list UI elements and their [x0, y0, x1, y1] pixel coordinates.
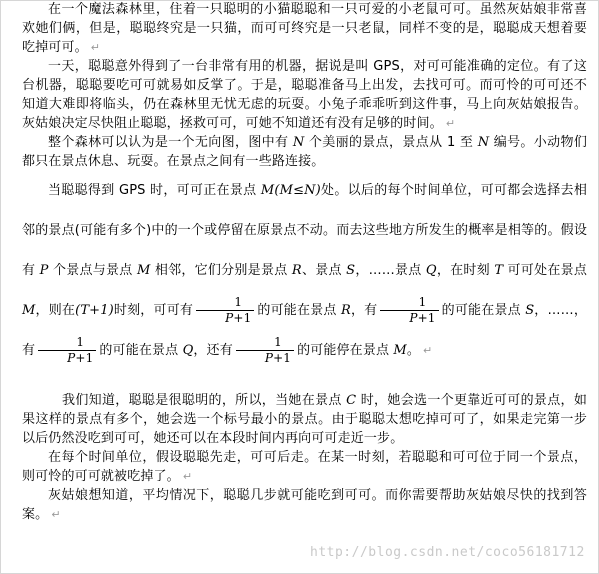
math-var: M — [22, 303, 36, 318]
math-var: (T+1) — [75, 303, 114, 318]
paragraph-mark: ↵ — [90, 41, 101, 54]
watermark: http://blog.csdn.net/coco56181712 — [310, 545, 585, 560]
fraction-denominator — [196, 310, 254, 326]
paragraph-mark: ↵ — [445, 117, 456, 130]
text-run: 我们知道，聪聪是很聪明的，所以，当她在景点 — [62, 393, 347, 408]
fraction-numerator: 1 — [274, 335, 282, 349]
text-run: 的可能在景点 — [257, 303, 341, 318]
text-run: ，……景点 — [355, 263, 426, 278]
fraction-denominator — [236, 350, 294, 366]
text-run: 、景点 — [301, 263, 347, 278]
paragraph-2 — [22, 57, 587, 133]
text-run: 处。以后的每个时间单位，可可都会选择去相邻的景点(可能有多个)中的一个或停留在原景点不动。而去这些地方所发生的概率是相等的。假设有 — [22, 183, 587, 278]
fraction — [38, 335, 96, 366]
fraction-denominator-var: P — [225, 311, 234, 325]
math-var: R — [340, 303, 351, 318]
blank-line — [22, 371, 587, 391]
fraction — [380, 295, 438, 326]
text-run: ，则在 — [35, 303, 76, 318]
text-run: 个景点与景点 — [48, 263, 137, 278]
fraction-numerator: 1 — [234, 295, 243, 309]
paragraph-7-text: 灰姑娘想知道，平均情况下，聪聪几步就可能吃到可可。而你需要帮助灰姑娘尽快的找到答案。 — [22, 488, 587, 522]
text-run: ，在时刻 — [436, 263, 495, 278]
text-run: 个美丽的景点，景点从 1 至 — [304, 135, 478, 150]
text-run: 可可处在景点 — [503, 263, 588, 278]
text-run: 。 — [406, 343, 421, 358]
text-run: 整个森林可以认为是一个无向图，图中有 — [48, 135, 293, 150]
math-var: S — [346, 263, 356, 278]
paragraph-mark: ↵ — [182, 470, 193, 483]
math-var: M — [393, 343, 407, 358]
text-run: 编号。小动物们都只在景点休息、玩耍。在景点之间有一些路连接。 — [22, 135, 588, 169]
paragraph-4 — [22, 171, 587, 371]
fraction-denominator — [380, 310, 438, 326]
paragraph-1 — [22, 0, 587, 57]
text-run: 的可能停在景点 — [297, 343, 394, 358]
paragraph-mark: ↵ — [423, 344, 433, 357]
text-run: 的可能在景点 — [441, 303, 526, 318]
math-var: Q — [425, 263, 437, 278]
paragraph-3 — [22, 133, 587, 171]
paragraph-6 — [22, 448, 587, 486]
fraction-denominator-rest: +1 — [233, 311, 252, 325]
fraction-numerator: 1 — [418, 295, 427, 309]
text-run: 时，她会选一个更靠近可可的景点，如果这样的景点有多个，她会选一个标号最小的景点。由于聪聪太想吃掉可可了，如果走完第一步以后仍然没吃到可可，她还可以在本段时间内再向可可走近一步。 — [22, 393, 587, 446]
text-run: 相邻，它们分别是景点 — [150, 263, 292, 278]
math-var: R — [291, 263, 302, 278]
text-run: 当聪聪得到 GPS 时，可可正在景点 — [48, 183, 261, 198]
fraction-denominator-var: P — [67, 351, 76, 365]
document-body — [22, 0, 587, 524]
text-run: 的可能在景点 — [99, 343, 183, 358]
math-var: T — [494, 263, 504, 278]
paragraph-1-text: 在一个魔法森林里，住着一只聪明的小猫聪聪和一只可爱的小老鼠可可。虽然灰姑娘非常喜欢她们俩，但是，聪聪终究是一只猫，而可可终究是一只老鼠，同样不变的是，聪聪成天想着要吃掉可可。 — [22, 2, 587, 55]
text-run: 时刻，可可有 — [113, 303, 194, 318]
math-var: M(M≤N) — [260, 183, 321, 198]
fraction-denominator-var: P — [264, 351, 274, 365]
math-var: Q — [182, 343, 194, 358]
paragraph-5 — [22, 391, 587, 448]
fraction — [236, 335, 294, 366]
fraction-denominator-rest: +1 — [273, 351, 292, 365]
text-run: ，……，有 — [22, 303, 588, 358]
fraction-denominator-rest: +1 — [417, 311, 436, 325]
text-run: ，还有 — [193, 343, 233, 358]
paragraph-2-text: 一天，聪聪意外得到了一台非常有用的机器，据说是叫 GPS，对可可能准确的定位。有了这台机器，聪聪要吃可可就易如反掌了。于是，聪聪准备马上出发，去找可可。而可怜的可可还不知道大难即将临头，仍在森林里无忧无虑的玩耍。小兔子乖乖听到这件事，马上向灰姑娘报告。灰姑娘决定尽快阻止聪聪，拯救可可，可她不知道还有没有足够的时间。 — [22, 59, 587, 131]
math-var: N — [292, 135, 305, 150]
math-var: M — [136, 263, 151, 278]
math-var: P — [39, 263, 49, 278]
math-var: N — [477, 135, 490, 150]
fraction-denominator-var: P — [409, 311, 418, 325]
fraction-denominator — [38, 350, 96, 366]
fraction — [196, 295, 254, 326]
paragraph-6-text: 在每个时间单位，假设聪聪先走，可可后走。在某一时刻，若聪聪和可可位于同一个景点，则可怜的可可就被吃掉了。 — [22, 450, 587, 484]
text-run: ，有 — [350, 303, 378, 318]
fraction-numerator: 1 — [76, 335, 85, 349]
paragraph-mark: ↵ — [51, 508, 61, 521]
paragraph-7 — [22, 486, 587, 524]
fraction-denominator-rest: +1 — [75, 351, 94, 365]
math-var: C — [346, 393, 357, 408]
math-var: S — [525, 303, 535, 318]
